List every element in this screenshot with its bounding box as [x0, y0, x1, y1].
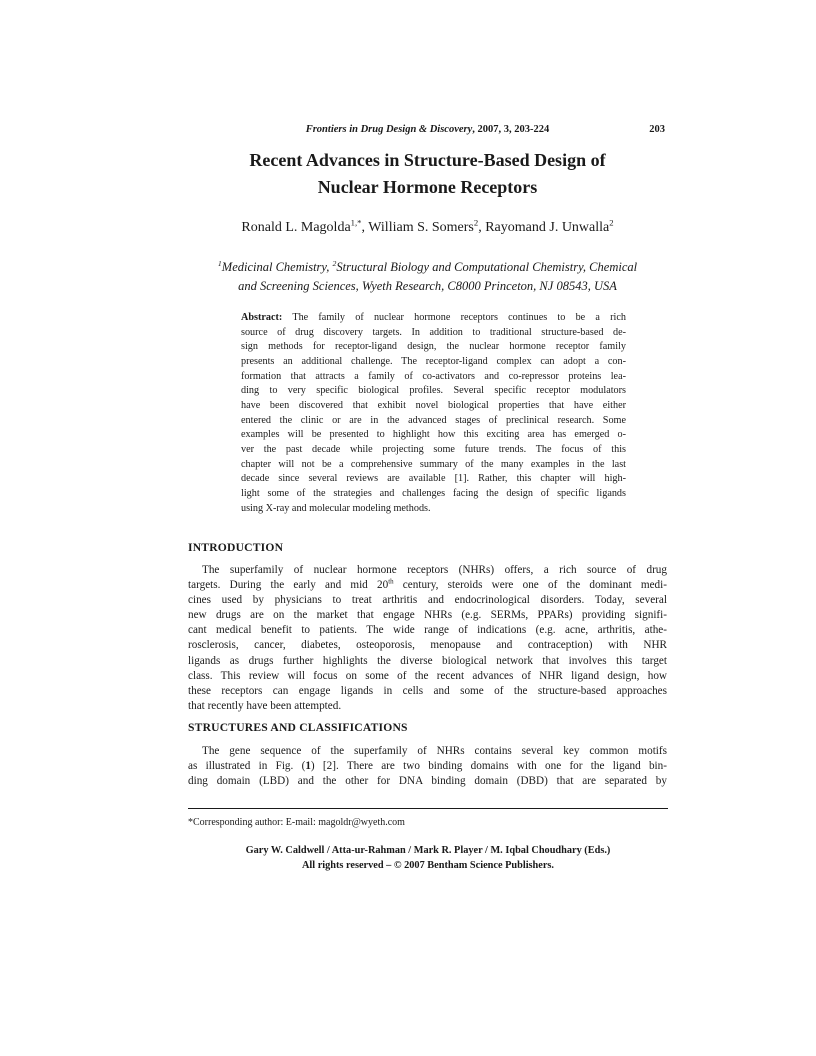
text-segment: have been discovered that exhibit novel biological properties that have either [241, 399, 626, 411]
text-segment: Medicinal Chemistry, [221, 260, 333, 274]
footnote-rule [188, 808, 668, 809]
text-segment: 2 [609, 217, 614, 228]
text-segment: th [388, 577, 394, 586]
text-segment: class. This review will focus on some of the recent advances of NHR ligand design, how [188, 669, 667, 682]
text-segment: The superfamily of nuclear hormone receptors (NHRs) offers, a rich source of drug [202, 564, 667, 576]
text-line [188, 623, 667, 638]
paper-title [188, 147, 667, 201]
text-segment: formation that attracts a family of co-activators and co-repressor proteins lea- [241, 370, 626, 382]
paper-title-line-2: Nuclear Hormone Receptors [317, 177, 538, 197]
text-line [241, 414, 626, 429]
text-segment: 1 [305, 760, 311, 773]
text-line [188, 277, 667, 296]
section-heading-introduction: INTRODUCTION [188, 541, 284, 554]
text-segment: light some of the strategies and challenges facing the design of specific ligands [241, 487, 626, 499]
text-segment: The gene sequence of the superfamily of NHRs contains several key common motifs [202, 745, 667, 757]
page-number: 203 [649, 124, 665, 135]
text-segment: Abstract: [241, 312, 283, 323]
text-line [241, 384, 626, 399]
text-line [188, 684, 667, 699]
text-segment: Ronald L. Magolda [241, 220, 351, 235]
text-segment: cines used by physicians to treat arthritis and endocrinological disorders. Today, several [188, 594, 667, 607]
text-segment: 2 [473, 217, 479, 228]
text-segment: , 2007, 3, 203-224 [472, 124, 550, 135]
text-line [241, 428, 626, 443]
section-heading-structures: STRUCTURES AND CLASSIFICATIONS [188, 721, 408, 734]
text-line [188, 258, 667, 277]
text-line [188, 654, 667, 669]
text-line [188, 563, 667, 578]
text-line [188, 774, 667, 789]
paper-title-line-1: Recent Advances in Structure-Based Design of [249, 150, 606, 170]
copyright-line: All rights reserved – © 2007 Bentham Science Publishers. [301, 859, 555, 871]
text-segment: ) [2]. There are two binding domains with one for the ligand bin- [310, 760, 667, 773]
text-line [188, 744, 667, 759]
editors-line: Gary W. Caldwell / Atta-ur-Rahman / Mark R. Player / M. Iqbal Choudhary (Eds.) [245, 845, 611, 856]
text-segment: rosclerosis, cancer, diabetes, osteoporosis, menopause and contraception) with NHR [188, 639, 667, 652]
text-line [188, 759, 667, 774]
running-head [188, 124, 667, 135]
book-footer [188, 844, 668, 873]
introduction-paragraph [188, 563, 667, 714]
text-line [241, 370, 626, 385]
text-segment: decade since several reviews are available [1]. Rather, this chapter will high- [241, 473, 626, 485]
text-segment: , Rayomand J. Unwalla [478, 220, 610, 235]
text-segment: 1 [217, 258, 222, 268]
text-line [188, 593, 667, 608]
text-segment: these receptors can engage ligands in cells and some of the structure-based approaches [188, 684, 667, 697]
text-segment: using X-ray and molecular modeling methods. [241, 502, 431, 514]
text-segment: sign methods for receptor-ligand design, the nuclear hormone receptor family [241, 341, 626, 353]
text-segment: Structural Biology and Computational Chemistry, Chemical [336, 260, 638, 274]
text-segment: source of drug discovery targets. In addition to traditional structure-based de- [241, 326, 626, 338]
text-segment: as illustrated in Fig. ( [188, 760, 306, 773]
text-line [188, 669, 667, 684]
text-line [241, 487, 626, 502]
corresponding-author-note: *Corresponding author: E-mail: magoldr@wyeth.com [188, 817, 405, 828]
text-segment: targets. During the early and mid 20 [188, 579, 389, 592]
text-segment: 2 [332, 258, 337, 268]
text-line [241, 399, 626, 414]
text-line [188, 699, 667, 714]
text-line [241, 340, 626, 355]
text-column [188, 0, 667, 1056]
text-segment: examples will be presented to highlight how this exciting area has emerged o- [241, 429, 626, 441]
text-segment: ding domain (LBD) and the other for DNA binding domain (DBD) that are separated by [188, 775, 667, 788]
text-segment: presents an additional challenge. The receptor-ligand complex can adopt a con- [241, 355, 626, 367]
text-line [241, 443, 626, 458]
text-line [241, 326, 626, 341]
abstract [241, 311, 626, 516]
text-segment: , William S. Somers [361, 220, 474, 235]
text-segment: new drugs are on the market that engage NHRs (e.g. SERMs, PPARs) providing signifi- [188, 609, 667, 622]
text-line [188, 578, 667, 593]
text-segment: ding to very specific biological profiles. Several specific receptor modulators [241, 385, 626, 397]
text-line [188, 638, 667, 653]
structures-paragraph [188, 744, 667, 789]
text-segment: ver the past decade while projecting some future trends. The focus of this [241, 443, 626, 455]
text-segment: that recently have been attempted. [188, 699, 342, 712]
text-line [241, 458, 626, 473]
text-segment: and Screening Sciences, Wyeth Research, C8000 Princeton, NJ 08543, USA [238, 279, 617, 293]
authors-line [188, 217, 667, 236]
text-segment: chapter will not be a comprehensive summary of the many examples in the last [241, 458, 626, 470]
affiliation [188, 258, 667, 296]
text-segment: entered the clinic or are in the advanced stages of preclinical research. Some [241, 414, 626, 426]
text-segment: century, steroids were one of the dominant medi- [393, 579, 667, 592]
text-line [241, 472, 626, 487]
text-segment: ligands as drugs further highlights the diverse biological network that involves this target [188, 654, 667, 667]
text-line [241, 502, 626, 517]
text-segment: Frontiers in Drug Design & Discovery [305, 124, 473, 135]
text-line [241, 355, 626, 370]
text-line [241, 311, 626, 326]
text-line [188, 608, 667, 623]
text-segment: 1,* [350, 217, 362, 228]
text-segment: cant medical benefit to patients. The wide range of indications (e.g. acne, arthritis, athe- [188, 624, 667, 637]
text-segment: The family of nuclear hormone receptors continues to be a rich [282, 312, 626, 323]
